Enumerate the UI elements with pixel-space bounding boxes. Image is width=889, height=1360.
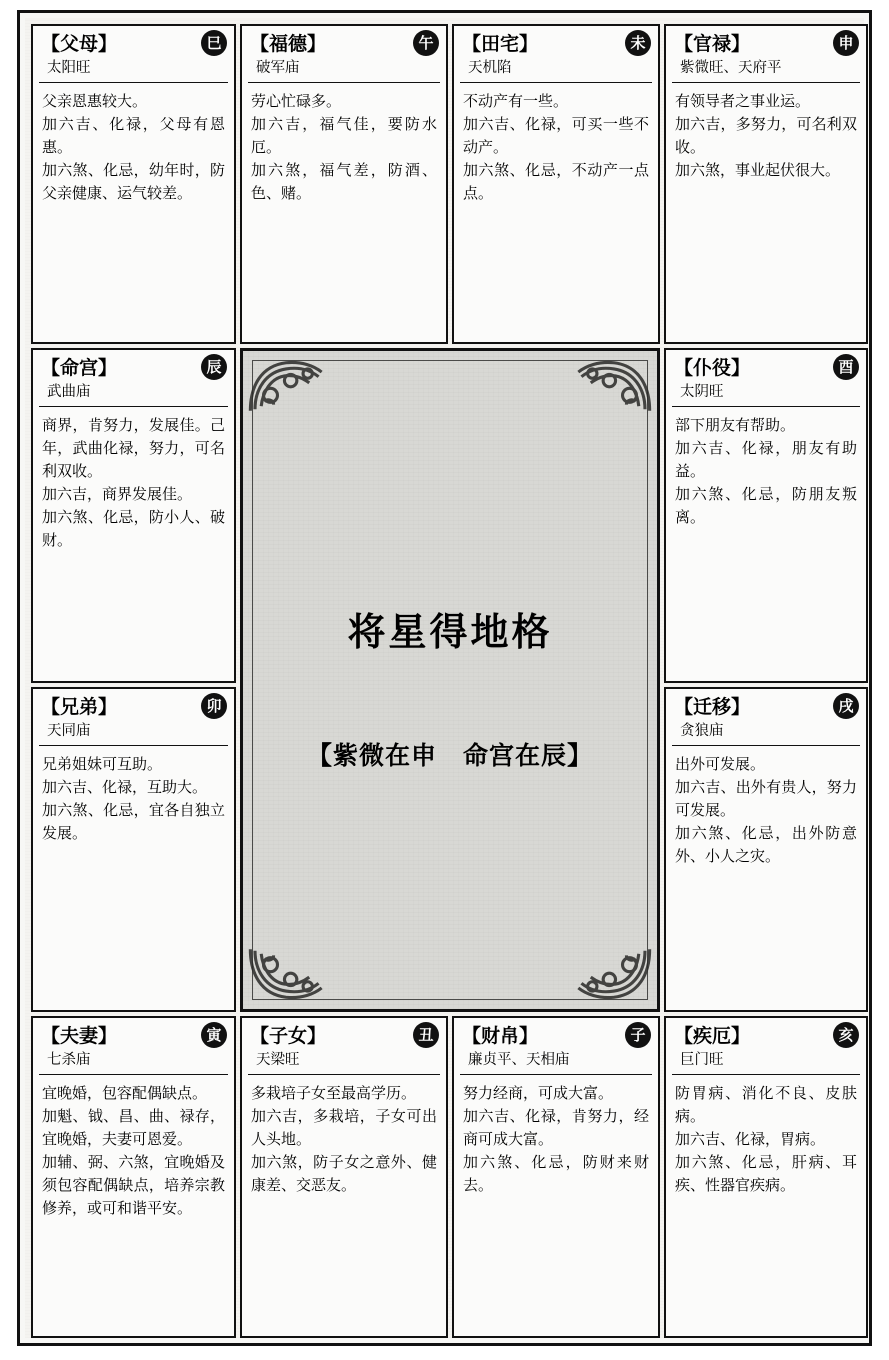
cloud-ornament-icon [247,355,325,417]
palace-xiongdi[interactable] [31,687,236,1012]
palace-line: 加六吉、化禄，互助大。 [42,778,208,796]
branch-badge: 戌 [833,693,859,719]
palace-body [666,407,866,535]
palace-line: 商界，肯努力，发展佳。己年，武曲化禄，努力，可名利双收。 [42,416,225,480]
palace-line: 加六煞、化忌，不动产一点点。 [463,161,649,202]
palace-zinv[interactable] [240,1016,448,1338]
palace-header [242,26,446,56]
palace-body [242,1075,446,1203]
palace-line: 宜晚婚，包容配偶缺点。 [42,1084,208,1102]
palace-line: 防胃病、消化不良、皮肤病。 [675,1084,857,1125]
ziwei-chart-inner [25,18,864,1338]
palace-line: 加六吉，商界发展佳。 [42,485,193,503]
palace-line: 加六煞，事业起伏很大。 [675,161,841,179]
palace-line: 加魁、钺、昌、曲、禄存，宜晚婚，夫妻可恩爱。 [42,1107,225,1148]
palace-body [33,407,234,558]
palace-puyi[interactable] [664,348,868,683]
palace-fude[interactable] [240,24,448,344]
palace-stars: 太阳旺 [39,56,228,83]
palace-header [666,1018,866,1048]
palace-line: 加六吉，多努力，可名利双收。 [675,115,857,156]
palace-header [454,1018,658,1048]
branch-badge: 辰 [201,354,227,380]
palace-line: 加六吉、化禄，朋友有助益。 [675,439,857,480]
palace-body [454,83,658,211]
palace-line: 兄弟姐妹可互助。 [42,755,163,773]
palace-header [33,689,234,719]
palace-stars: 武曲庙 [39,380,228,407]
palace-fuqi[interactable] [31,1016,236,1338]
palace-line: 加六煞，福气差，防酒、色、赌。 [251,161,437,202]
palace-header [666,350,866,380]
branch-badge: 巳 [201,30,227,56]
center-panel [240,348,660,1012]
branch-badge: 寅 [201,1022,227,1048]
palace-name: 【兄弟】 [41,696,118,718]
cloud-ornament-icon [575,355,653,417]
palace-stars: 太阴旺 [672,380,860,407]
palace-body [33,1075,234,1226]
palace-header [242,1018,446,1048]
palace-line: 不动产有一些。 [463,92,569,110]
palace-name: 【命宫】 [41,357,118,379]
palace-stars: 廉贞平、天相庙 [460,1048,652,1075]
palace-line: 多栽培子女至最高学历。 [251,1084,417,1102]
palace-line: 劳心忙碌多。 [251,92,342,110]
palace-line: 父亲恩惠较大。 [42,92,148,110]
palace-line: 加六煞、化忌，宜各自独立发展。 [42,801,225,842]
palace-minggong[interactable] [31,348,236,683]
palace-stars: 七杀庙 [39,1048,228,1075]
center-inner-border [252,360,648,1000]
palace-line: 加六吉，多栽培，子女可出人头地。 [251,1107,437,1148]
branch-badge: 申 [833,30,859,56]
palace-line: 加六煞、化忌，幼年时，防父亲健康、运气较差。 [42,161,225,202]
pattern-title: 将星得地格 [347,610,553,654]
palace-line: 出外可发展。 [675,755,766,773]
palace-fumu[interactable] [31,24,236,344]
palace-stars: 破军庙 [248,56,440,83]
palace-stars: 天机陷 [460,56,652,83]
palace-name: 【福德】 [250,33,327,55]
palace-name: 【夫妻】 [41,1025,118,1047]
palace-header [33,1018,234,1048]
palace-line: 加六吉、化禄，可买一些不动产。 [463,115,649,156]
palace-jie[interactable] [664,1016,868,1338]
palace-name: 【迁移】 [674,696,751,718]
ziwei-chart-frame [17,10,872,1346]
palace-body [666,746,866,874]
palace-stars: 紫微旺、天府平 [672,56,860,83]
palace-guanlu[interactable] [664,24,868,344]
branch-badge: 子 [625,1022,651,1048]
branch-badge: 卯 [201,693,227,719]
cloud-ornament-icon [247,943,325,1005]
palace-stars: 巨门旺 [672,1048,860,1075]
palace-line: 部下朋友有帮助。 [675,416,796,434]
palace-line: 加六煞、化忌，防朋友叛离。 [675,485,857,526]
palace-body [666,1075,866,1203]
palace-name: 【疾厄】 [674,1025,751,1047]
palace-stars: 天同庙 [39,719,228,746]
palace-line: 有领导者之事业运。 [675,92,811,110]
palace-line: 加六吉、化禄，胃病。 [675,1130,826,1148]
pattern-subtitle: 【紫微在申 命宫在辰】 [306,741,593,770]
palace-header [33,26,234,56]
palace-name: 【官禄】 [674,33,751,55]
palace-line: 加六煞、化忌，出外防意外、小人之灾。 [675,824,857,865]
palace-line: 加六煞、化忌，防财来财去。 [463,1153,649,1194]
branch-badge: 酉 [833,354,859,380]
palace-line: 加六吉、化禄，父母有恩惠。 [42,115,225,156]
branch-badge: 午 [413,30,439,56]
palace-stars: 天梁旺 [248,1048,440,1075]
palace-name: 【田宅】 [462,33,539,55]
palace-qianyi[interactable] [664,687,868,1012]
palace-name: 【父母】 [41,33,118,55]
palace-body [242,83,446,211]
palace-line: 努力经商，可成大富。 [463,1084,614,1102]
palace-header [454,26,658,56]
palace-name: 【仆役】 [674,357,751,379]
palace-line: 加六煞、化忌，防小人、破财。 [42,508,225,549]
palace-name: 【财帛】 [462,1025,539,1047]
palace-line: 加六煞，防子女之意外、健康差、交恶友。 [251,1153,437,1194]
palace-body [666,83,866,188]
palace-line: 加六吉，福气佳，要防水厄。 [251,115,437,156]
palace-caibo[interactable] [452,1016,660,1338]
branch-badge: 亥 [833,1022,859,1048]
palace-tianzhai[interactable] [452,24,660,344]
branch-badge: 未 [625,30,651,56]
palace-body [33,746,234,851]
palace-body [33,83,234,211]
palace-header [33,350,234,380]
palace-line: 加六吉、出外有贵人，努力可发展。 [675,778,857,819]
palace-name: 【子女】 [250,1025,327,1047]
palace-body [454,1075,658,1203]
palace-stars: 贪狼庙 [672,719,860,746]
palace-header [666,26,866,56]
cloud-ornament-icon [575,943,653,1005]
palace-line: 加六煞、化忌，肝病、耳疾、性器官疾病。 [675,1153,857,1194]
palace-header [666,689,866,719]
palace-line: 加辅、弼、六煞，宜晚婚及须包容配偶缺点，培养宗教修养，或可和谐平安。 [42,1153,225,1217]
branch-badge: 丑 [413,1022,439,1048]
palace-line: 加六吉、化禄，肯努力，经商可成大富。 [463,1107,649,1148]
